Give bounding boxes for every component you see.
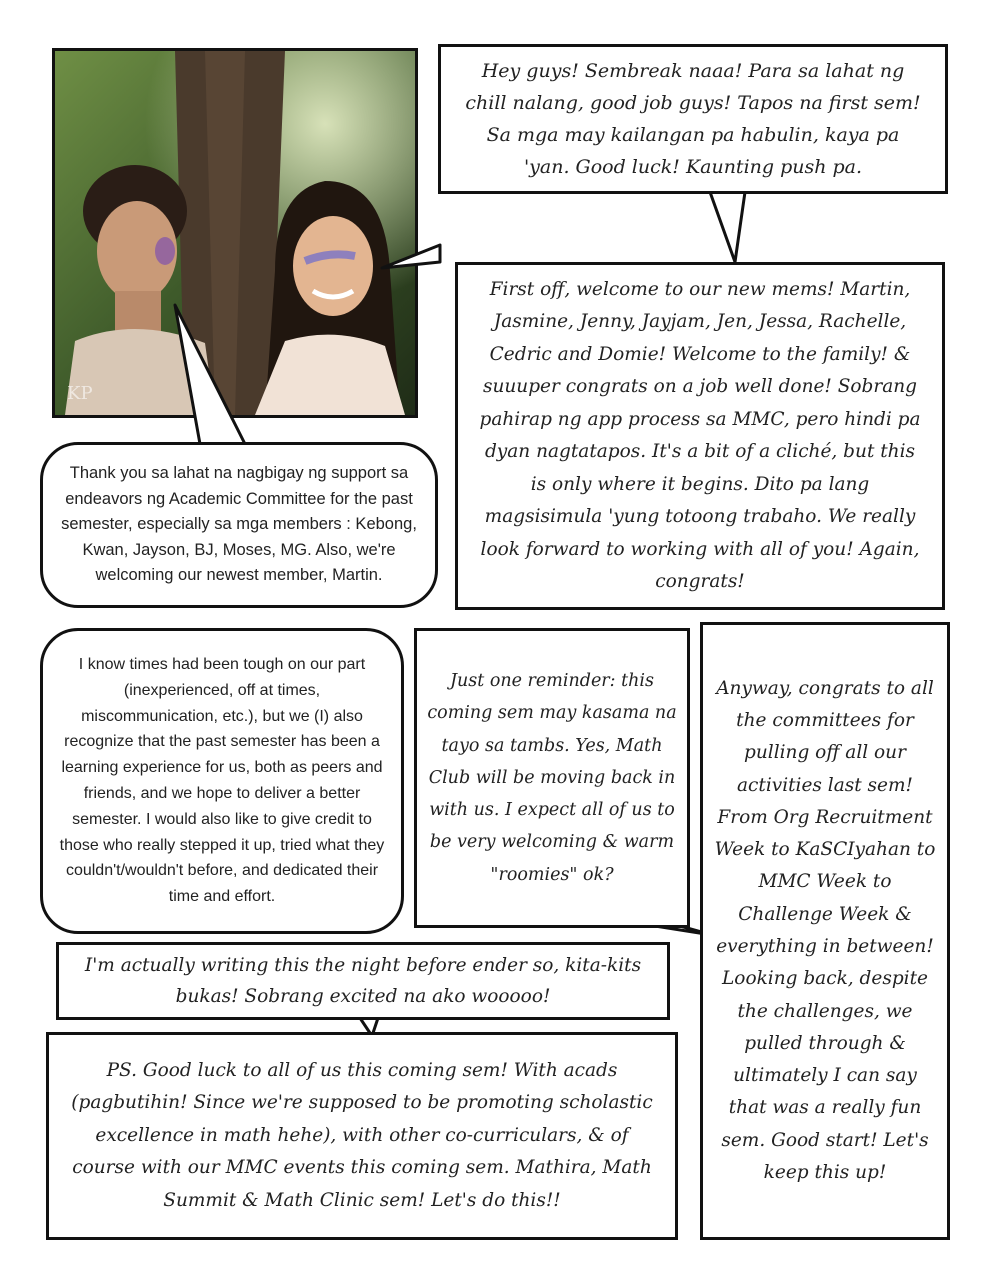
panel-night-before-text: I'm actually writing this the night before ender so, kita-kits bukas! Sobrang excited na ako wooooo! bbox=[84, 955, 642, 1007]
photo-watermark: KP bbox=[67, 383, 93, 404]
bubble-sembreak-text: Hey guys! Sembreak naaa! Para sa lahat ng chill nalang, good job guys! Tapos na first sem! Sa mga may kailangan pa habulin, kaya pa 'yan. Good luck! Kaunting push pa. bbox=[465, 60, 921, 178]
photo-illustration bbox=[55, 51, 415, 415]
bubble-thank-you bbox=[40, 442, 438, 608]
panel-ps-text: PS. Good luck to all of us this coming sem! With acads (pagbutihin! Since we're supposed to be promoting scholastic excellence in math hehe), with other co-curriculars, & of course with our MMC events this coming sem. Mathira, Math Summit & Math Clinic sem! Let's do this!! bbox=[71, 1059, 653, 1211]
panel-congrats-committees-text: Anyway, congrats to all the committees for pulling off all our activities last sem! From Org Recruitment Week to KaSCIyahan to MMC Week to Challenge Week & everything in between! Looking back, despite the challenges, we pulled through & ultimately I can say that was a really fun sem. Good start! Let's keep this up! bbox=[714, 677, 936, 1184]
panel-ps bbox=[46, 1032, 678, 1240]
bubble-tough-times-text: I know times had been tough on our part (inexperienced, off at times, miscommunication, etc.), but we (I) also recognize that the past semester has been a learning experience for us, both as peers and friends, and we hope to deliver a better semester. I would also like to give credit to those who really stepped it up, tried what they couldn't/wouldn't before, and dedicated their time and effort. bbox=[59, 656, 385, 906]
panel-reminder bbox=[414, 628, 690, 928]
panel-welcome-text: First off, welcome to our new mems! Martin, Jasmine, Jenny, Jayjam, Jen, Jessa, Rachelle, Cedric and Domie! Welcome to the family! & suuuper congrats on a job well done! Sobrang pahirap ng app process sa MMC, pero hindi pa dyan nagtatapos. It's a bit of a cliché, but this is only where it begins. Dito pa lang magsisimula 'yung totoong trabaho. We really look forward to working with all of you! Again, congrats! bbox=[479, 278, 921, 592]
panel-reminder-text: Just one reminder: this coming sem may kasama na tayo sa tambs. Yes, Math Club will be moving back in with us. I expect all of us to be very welcoming & warm "roomies" ok? bbox=[427, 671, 677, 885]
photo-two-people bbox=[52, 48, 418, 418]
panel-congrats-committees bbox=[700, 622, 950, 1240]
tail-top-right-down bbox=[710, 192, 745, 262]
bubble-sembreak bbox=[438, 44, 948, 194]
panel-night-before bbox=[56, 942, 670, 1020]
panel-welcome bbox=[455, 262, 945, 610]
bubble-thank-you-text: Thank you sa lahat na nagbigay ng support sa endeavors ng Academic Committee for the past semester, especially sa mga members : Kebong, Kwan, Jayson, BJ, Moses, MG. Also, we're welcoming our newest member, Martin. bbox=[61, 464, 417, 585]
bubble-tough-times bbox=[40, 628, 404, 934]
